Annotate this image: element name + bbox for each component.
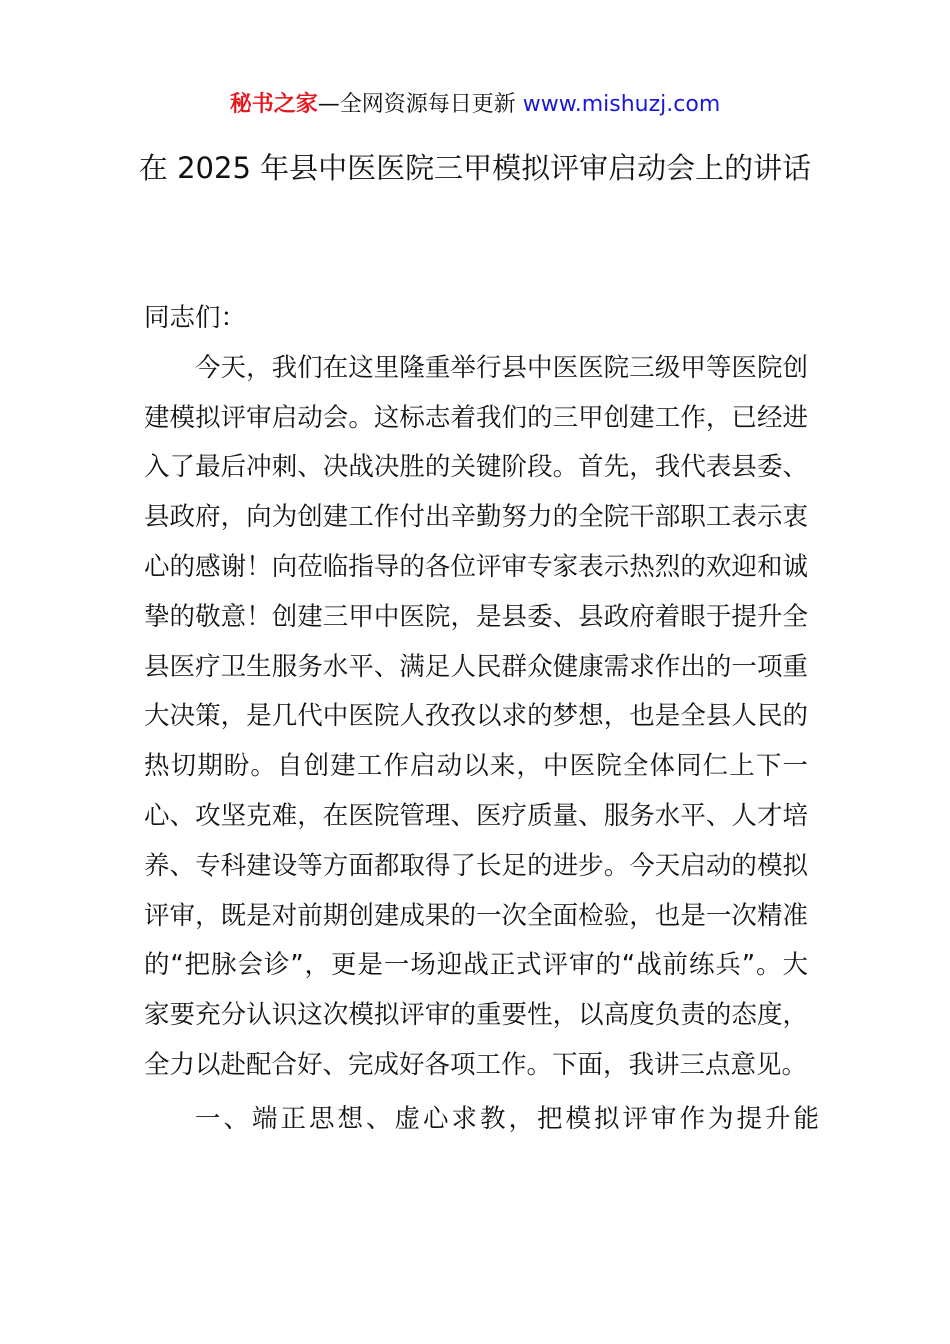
body-paragraph: 今天，我们在这里隆重举行县中医医院三级甲等医院创建模拟评审启动会。这标志着我们的三甲创建工作，已经进入了最后冲刺、决战决胜的关键阶段。首先，我代表县委、县政府，向为创建工作付出辛勤努力的全院干部职工表示衷心的感谢！向莅临指导的各位评审专家表示热烈的欢迎和诚挚的敬意！创建三甲中医院，是县委、县政府着眼于提升全县医疗卫生服务水平、满足人民群众健康需求作出的一项重大决策，是几代中医院人孜孜以求的梦想，也是全县人民的热切期盼。自创建工作启动以来，中医院全体同仁上下一心、攻坚克难，在医院管理、医疗质量、服务水平、人才培养、专科建设等方面都取得了长足的进步。今天启动的模拟评审，既是对前期创建成果的一次全面检验，也是一次精准的“把脉会诊”，更是一场迎战正式评审的“战前练兵”。大家要充分认识这次模拟评审的重要性，以高度负责的态度，全力以赴配合好、完成好各项工作。下面，我讲三点意见。 bbox=[144, 352, 808, 1080]
site-url-link[interactable]: www.mishuzj.com bbox=[522, 92, 721, 117]
section-heading: 一、端正思想、虚心求教，把模拟评审作为提升能 bbox=[195, 1103, 823, 1134]
document-title: 在 2025 年县中医医院三甲模拟评审启动会上的讲话 bbox=[138, 151, 812, 185]
site-banner bbox=[0, 88, 950, 122]
document-body bbox=[144, 294, 823, 1145]
brand-name: 秘书之家 bbox=[229, 92, 318, 117]
salutation: 同志们： bbox=[144, 303, 247, 333]
banner-slogan: —全网资源每日更新 bbox=[317, 92, 516, 117]
